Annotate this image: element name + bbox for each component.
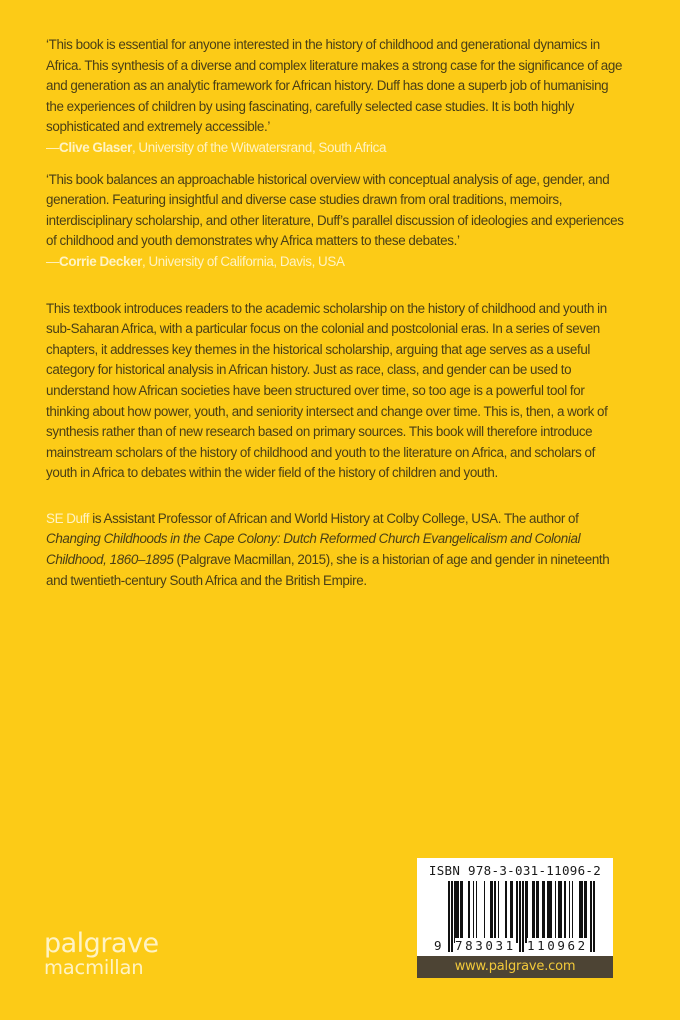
barcode-lead-digit: 9 — [434, 938, 442, 953]
barcode-background — [417, 858, 613, 956]
bio-text-1: is Assistant Professor of African and World History at Colby College, USA. The author of — [89, 510, 579, 526]
isbn-barcode-panel — [417, 858, 613, 978]
previous-book-title: Changing Childhoods in the Cape Colony: Dutch Reformed Church Evangelicalism and Colonial Childhood, 1860–1895 — [46, 531, 581, 568]
logo-palgrave: palgrave — [44, 928, 159, 959]
blurb-2 — [46, 170, 626, 273]
attribution-name: Corrie Decker — [59, 253, 143, 269]
attribution-name: Clive Glaser — [59, 139, 132, 155]
blurb-attribution — [46, 138, 626, 159]
author-name: SE Duff — [46, 510, 90, 526]
publisher-logo — [44, 930, 159, 978]
attribution-affiliation: , University of California, Davis, USA — [142, 253, 345, 269]
logo-macmillan: macmillan — [44, 956, 144, 979]
isbn-label: ISBN 978-3-031-11096-2 — [428, 863, 602, 878]
publisher-url[interactable]: www.palgrave.com — [417, 956, 613, 978]
attribution-dash: — — [46, 139, 60, 155]
book-description: This textbook introduces readers to the academic scholarship on the history of childhood and youth in sub-Saharan Africa, with a particular focus on the colonial and postcolonial eras. In a series of seven chapters, it addresses key themes in the historical scholarship, arguing that age serves as a useful category for historical analysis in African history. Just as race, class, and gender can be used to understand how African societies have been structured over time, so too age is a powerful tool for thinking about how power, youth, and seniority intersect and change over time. This is, then, a work of synthesis rather than of new research based on primary sources. This book will therefore introduce mainstream scholars of the history of childhood and youth to the literature on Africa, and scholars of youth in Africa to debates within the wider field of the history of children and youth. — [46, 300, 608, 481]
attribution-dash: — — [46, 253, 60, 269]
attribution-affiliation: , University of the Witwatersrand, South Africa — [131, 139, 387, 155]
blurb-quote: ‘This book is essential for anyone interested in the history of childhood and generational dynamics in Africa. This synthesis of a diverse and complex literature makes a strong case for the significance of age and generation as an analytic framework for African history. Duff has done a superb job of humanising the experiences of children by using fascinating, carefully selected case studies. It is both highly sophisticated and extremely accessible.’ — [46, 37, 623, 135]
blurb-1 — [46, 35, 626, 159]
back-cover-text — [46, 35, 626, 591]
bio-text-2: (Palgrave Macmillan, 2015), she is a historian of age and gender in nineteenth and twentieth-century South Africa and the British Empire. — [46, 552, 610, 588]
blurb-quote: ‘This book balances an approachable historical overview with conceptual analysis of age, gender, and generation. Featuring insightful and diverse case studies drawn from oral traditions, memoirs, interdisciplinary scholarship, and other literature, Duff’s parallel discussion of ideologies and experiences of childhood and youth demonstrates why Africa matters to these debates.’ — [46, 171, 624, 249]
blurb-attribution — [46, 252, 626, 273]
barcode-right-digits: 110962 — [527, 938, 588, 953]
barcode-left-digits: 783031 — [455, 938, 516, 953]
author-bio — [46, 509, 626, 591]
